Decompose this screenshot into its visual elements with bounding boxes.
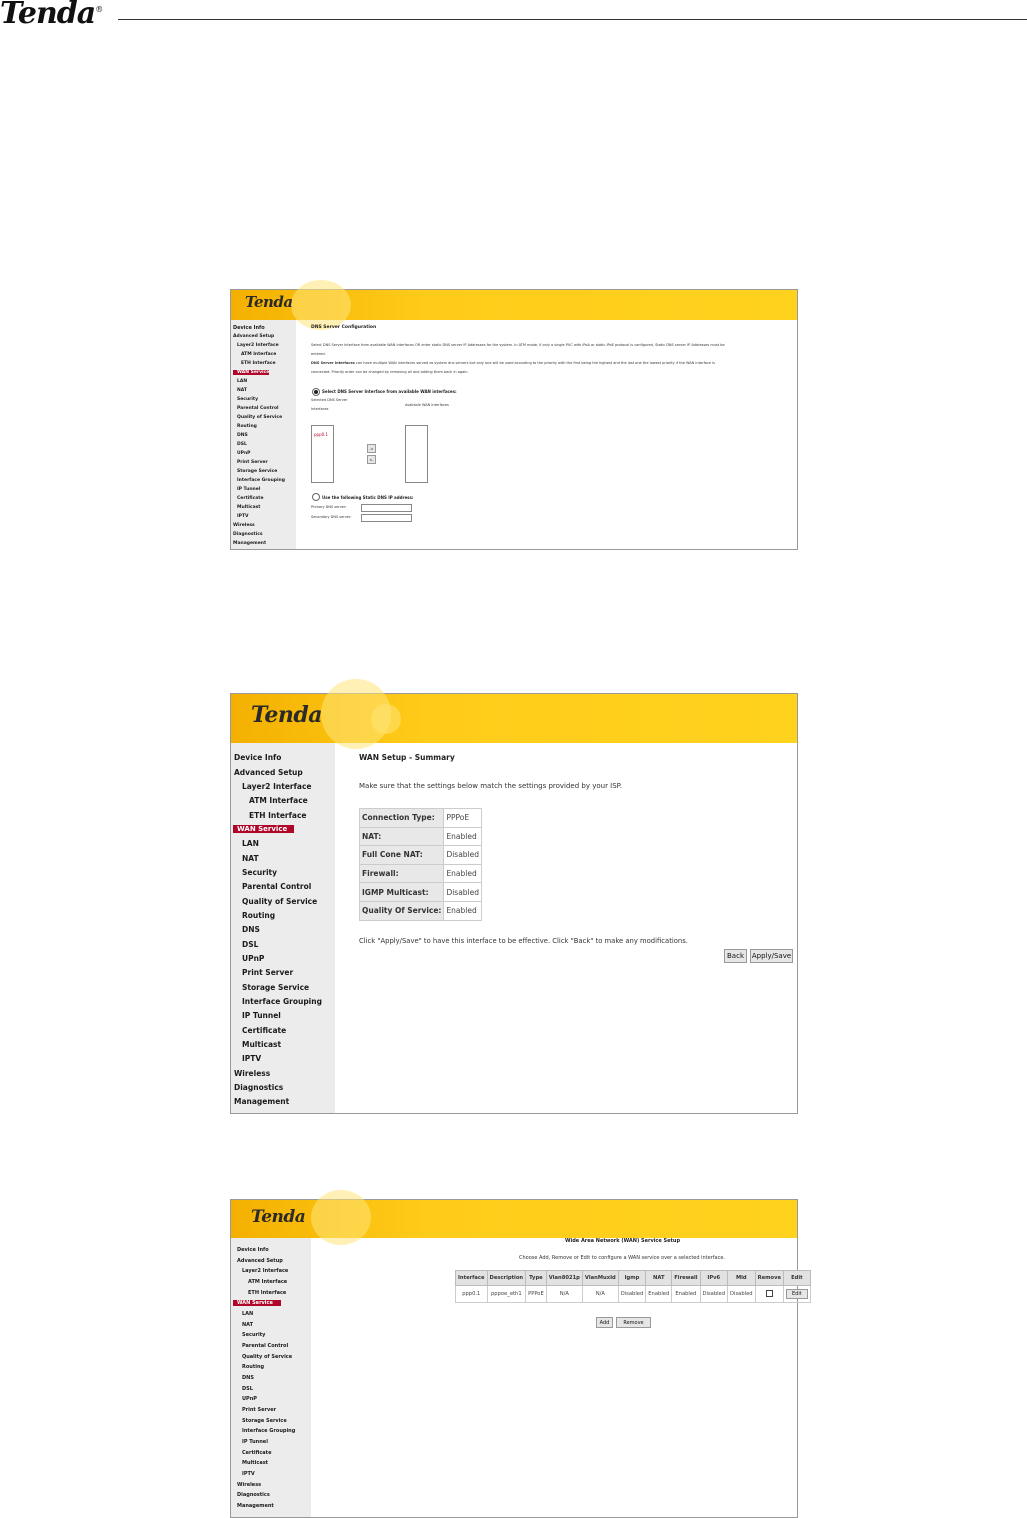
nav-wireless[interactable]: Wireless — [234, 1069, 271, 1078]
nav-print-server[interactable]: Print Server — [237, 460, 268, 465]
col-interface: Interface — [456, 1271, 488, 1286]
cell-interface: ppp0.1 — [456, 1286, 488, 1303]
selected-dns-label-2: Interfaces — [311, 407, 329, 411]
wan-summary-screenshot — [230, 693, 798, 1114]
col-description: Description — [487, 1271, 526, 1286]
available-wan-label: Available WAN Interfaces — [405, 403, 449, 407]
nav-multicast[interactable]: Multicast — [242, 1040, 282, 1049]
row-value: Enabled — [444, 901, 482, 920]
row-label: Connection Type: — [360, 809, 444, 828]
nav-dns[interactable]: DNS — [237, 433, 248, 438]
nav-routing[interactable]: Routing — [242, 911, 276, 920]
nav-print-server[interactable]: Print Server — [242, 968, 294, 977]
col-vlanmuxid: VlanMuxId — [582, 1271, 618, 1286]
add-button[interactable]: Add — [596, 1317, 613, 1328]
description-text: Select DNS Server Interface from available WAN interfaces OR enter static DNS server IP Addresses for the system. In ATM mode, if only a single PVC with IPoA or static IPoE protocol is configured, Static DNS server IP Addresses must be — [311, 343, 725, 347]
nav-nat[interactable]: NAT — [242, 854, 259, 863]
nav-management[interactable]: Management — [234, 1097, 290, 1106]
secondary-dns-field[interactable] — [361, 514, 412, 522]
remove-checkbox[interactable] — [766, 1290, 773, 1297]
brand-logo: Tenda — [245, 293, 293, 311]
nav-lan[interactable]: LAN — [242, 1311, 254, 1317]
primary-dns-label: Primary DNS server: — [311, 505, 347, 509]
row-value: Enabled — [444, 864, 482, 883]
nav-lan[interactable]: LAN — [242, 839, 259, 848]
nav-storage-service[interactable]: Storage Service — [242, 1418, 287, 1424]
nav-nat[interactable]: NAT — [237, 388, 247, 393]
nav-ip-tunnel[interactable]: IP Tunnel — [237, 487, 261, 492]
primary-dns-field[interactable] — [361, 504, 412, 512]
selected-dns-list[interactable] — [311, 425, 334, 483]
cell-edit — [783, 1286, 810, 1303]
priority-text: DNS Server Interfaces can have multiple WAN interfaces served as system dns servers but only one will be used according to the priority with the first being the highest and the last one the lowest priority if the WAN interface is — [311, 361, 715, 365]
page-title: DNS Server Configuration — [311, 325, 377, 330]
tenda-logo: Tenda® — [0, 0, 103, 31]
nav-storage-service[interactable]: Storage Service — [237, 469, 278, 474]
nav-iptv[interactable]: IPTV — [242, 1054, 262, 1063]
col-mld: Mld — [728, 1271, 756, 1286]
nav-layer2-interface[interactable]: Layer2 Interface — [242, 1268, 289, 1274]
page-subtitle: Choose Add, Remove or Edit to configure a WAN service over a selected interface. — [519, 1255, 726, 1261]
static-dns-radio[interactable] — [312, 493, 320, 501]
nav-eth-interface[interactable]: ETH Interface — [248, 1290, 287, 1296]
secondary-dns-label: Secondary DNS server: — [311, 515, 352, 519]
cell-mld: Disabled — [728, 1286, 756, 1303]
selected-dns-label: Selected DNS Server — [311, 398, 348, 402]
table-row — [360, 809, 482, 828]
col-vlan8021p: Vlan8021p — [546, 1271, 582, 1286]
nav-upnp[interactable]: UPnP — [242, 1396, 257, 1402]
cell-ipv6: Disabled — [700, 1286, 728, 1303]
nav-wireless[interactable]: Wireless — [237, 1482, 262, 1488]
cell-type: PPPoE — [526, 1286, 547, 1303]
nav-lan[interactable]: LAN — [237, 379, 248, 384]
nav-device-info[interactable]: Device Info — [234, 753, 282, 762]
row-label: Quality Of Service: — [360, 901, 444, 920]
row-label: Firewall: — [360, 864, 444, 883]
nav-ip-tunnel[interactable]: IP Tunnel — [242, 1439, 268, 1445]
nav-quality-of-service[interactable]: Quality of Service — [242, 1354, 293, 1360]
nav-certificate[interactable]: Certificate — [237, 496, 264, 501]
apply-save-button[interactable]: Apply/Save — [750, 949, 793, 963]
wan-service-table — [455, 1270, 811, 1303]
cell-vlan8021p: N/A — [546, 1286, 582, 1303]
nav-print-server[interactable]: Print Server — [242, 1407, 277, 1413]
static-dns-radio-label: Use the following Static DNS IP address: — [322, 495, 414, 500]
col-type: Type — [526, 1271, 547, 1286]
nav-parental-control[interactable]: Parental Control — [242, 882, 312, 891]
col-edit: Edit — [783, 1271, 810, 1286]
banner — [231, 1200, 797, 1238]
row-value: Disabled — [444, 883, 482, 902]
remove-button[interactable]: Remove — [616, 1317, 651, 1328]
nav-parental-control[interactable]: Parental Control — [242, 1343, 289, 1349]
nav-diagnostics[interactable]: Diagnostics — [237, 1492, 270, 1498]
header-rule — [118, 19, 1027, 20]
nav-upnp[interactable]: UPnP — [242, 954, 265, 963]
nav-dsl[interactable]: DSL — [237, 442, 247, 447]
nav-advanced-setup[interactable]: Advanced Setup — [234, 768, 303, 777]
available-wan-list[interactable] — [405, 425, 428, 483]
dns-interface-radio[interactable] — [312, 388, 320, 396]
nav-security[interactable]: Security — [237, 397, 259, 402]
col-remove: Remove — [755, 1271, 783, 1286]
back-button[interactable]: Back — [724, 949, 747, 963]
summary-table — [359, 808, 482, 921]
table-row — [360, 883, 482, 902]
nav-quality-of-service[interactable]: Quality of Service — [237, 415, 283, 420]
nav-iptv[interactable]: IPTV — [242, 1471, 255, 1477]
col-ipv6: IPv6 — [700, 1271, 728, 1286]
nav-routing[interactable]: Routing — [242, 1364, 265, 1370]
nav-layer2-interface[interactable]: Layer2 Interface — [237, 343, 279, 348]
move-left-button[interactable]: <- — [367, 455, 376, 464]
nav-ip-tunnel[interactable]: IP Tunnel — [242, 1011, 281, 1020]
nav-wireless[interactable]: Wireless — [233, 523, 255, 528]
priority-text-cont: connected. Priority order can be changed by removing all and adding them back in again. — [311, 370, 469, 374]
sidebar — [231, 320, 296, 549]
nav-interface-grouping[interactable]: Interface Grouping — [242, 1428, 296, 1434]
nav-security[interactable]: Security — [242, 1332, 266, 1338]
cell-remove — [755, 1286, 783, 1303]
sidebar — [231, 1238, 311, 1517]
row-value: Disabled — [444, 846, 482, 865]
nav-parental-control[interactable]: Parental Control — [237, 406, 279, 411]
col-igmp: Igmp — [618, 1271, 646, 1286]
cell-vlanmuxid: N/A — [582, 1286, 618, 1303]
apply-note: Click "Apply/Save" to have this interface to be effective. Click "Back" to make any modifications. — [359, 937, 688, 945]
nav-dns[interactable]: DNS — [242, 925, 260, 934]
nav-eth-interface[interactable]: ETH Interface — [249, 811, 307, 820]
dns-config-screenshot — [230, 289, 798, 550]
intro-text: Make sure that the settings below match the settings provided by your ISP. — [359, 782, 623, 790]
nav-eth-interface[interactable]: ETH Interface — [241, 361, 276, 366]
brand-logo: Tenda — [251, 702, 322, 728]
col-firewall: Firewall — [672, 1271, 700, 1286]
nav-wan-service[interactable]: WAN Service — [233, 825, 294, 833]
description-text-cont: entered. — [311, 352, 326, 356]
nav-iptv[interactable]: IPTV — [237, 514, 249, 519]
nav-advanced-setup[interactable]: Advanced Setup — [237, 1258, 283, 1264]
nav-layer2-interface[interactable]: Layer2 Interface — [242, 782, 312, 791]
edit-button[interactable]: Edit — [786, 1289, 808, 1299]
table-row — [360, 864, 482, 883]
cell-firewall: Enabled — [672, 1286, 700, 1303]
nav-device-info[interactable]: Device Info — [233, 325, 265, 331]
row-value: PPPoE — [444, 809, 482, 828]
sidebar — [231, 743, 335, 1113]
nav-certificate[interactable]: Certificate — [242, 1026, 287, 1035]
col-nat: NAT — [646, 1271, 672, 1286]
nav-multicast[interactable]: Multicast — [237, 505, 261, 510]
nav-atm-interface[interactable]: ATM Interface — [248, 1279, 288, 1285]
cell-description: pppoe_eth1 — [487, 1286, 526, 1303]
nav-atm-interface[interactable]: ATM Interface — [249, 796, 308, 805]
brand-logo: Tenda — [251, 1207, 306, 1227]
cell-nat: Enabled — [646, 1286, 672, 1303]
nav-certificate[interactable]: Certificate — [242, 1450, 272, 1456]
nav-storage-service[interactable]: Storage Service — [242, 983, 310, 992]
nav-diagnostics[interactable]: Diagnostics — [234, 1083, 284, 1092]
row-value: Enabled — [444, 827, 482, 846]
table-row — [360, 901, 482, 920]
move-right-button[interactable]: -> — [367, 444, 376, 453]
nav-multicast[interactable]: Multicast — [242, 1460, 269, 1466]
page-title: Wide Area Network (WAN) Service Setup — [565, 1238, 681, 1244]
table-row — [456, 1286, 811, 1303]
cell-igmp: Disabled — [618, 1286, 646, 1303]
nav-dns[interactable]: DNS — [242, 1375, 254, 1381]
document-header — [0, 0, 1027, 30]
wan-service-screenshot — [230, 1199, 803, 1518]
nav-atm-interface[interactable]: ATM Interface — [241, 352, 277, 357]
nav-nat[interactable]: NAT — [242, 1322, 254, 1328]
nav-upnp[interactable]: UPnP — [237, 451, 251, 456]
nav-routing[interactable]: Routing — [237, 424, 257, 429]
nav-management[interactable]: Management — [233, 541, 267, 546]
table-row — [360, 827, 482, 846]
nav-wan-service[interactable]: WAN Service — [233, 1300, 281, 1306]
nav-device-info[interactable]: Device Info — [237, 1247, 269, 1253]
selected-dns-item[interactable]: ppp0.1 — [314, 432, 328, 437]
nav-dsl[interactable]: DSL — [242, 1386, 253, 1392]
nav-dsl[interactable]: DSL — [242, 940, 259, 949]
row-label: Full Cone NAT: — [360, 846, 444, 865]
banner — [231, 290, 797, 320]
nav-diagnostics[interactable]: Diagnostics — [233, 532, 263, 537]
nav-management[interactable]: Management — [237, 1503, 274, 1509]
nav-quality-of-service[interactable]: Quality of Service — [242, 897, 318, 906]
nav-wan-service[interactable]: WAN Service — [233, 370, 269, 375]
row-label: NAT: — [360, 827, 444, 846]
dns-interface-radio-label: Select DNS Server Interface from available WAN interfaces: — [322, 389, 457, 394]
nav-interface-grouping[interactable]: Interface Grouping — [237, 478, 285, 483]
banner — [231, 694, 797, 743]
row-label: IGMP Multicast: — [360, 883, 444, 902]
page-title: WAN Setup - Summary — [359, 753, 455, 762]
table-row — [360, 846, 482, 865]
nav-interface-grouping[interactable]: Interface Grouping — [242, 997, 322, 1006]
nav-security[interactable]: Security — [242, 868, 278, 877]
nav-advanced-setup[interactable]: Advanced Setup — [233, 334, 275, 339]
table-header-row — [456, 1271, 811, 1286]
